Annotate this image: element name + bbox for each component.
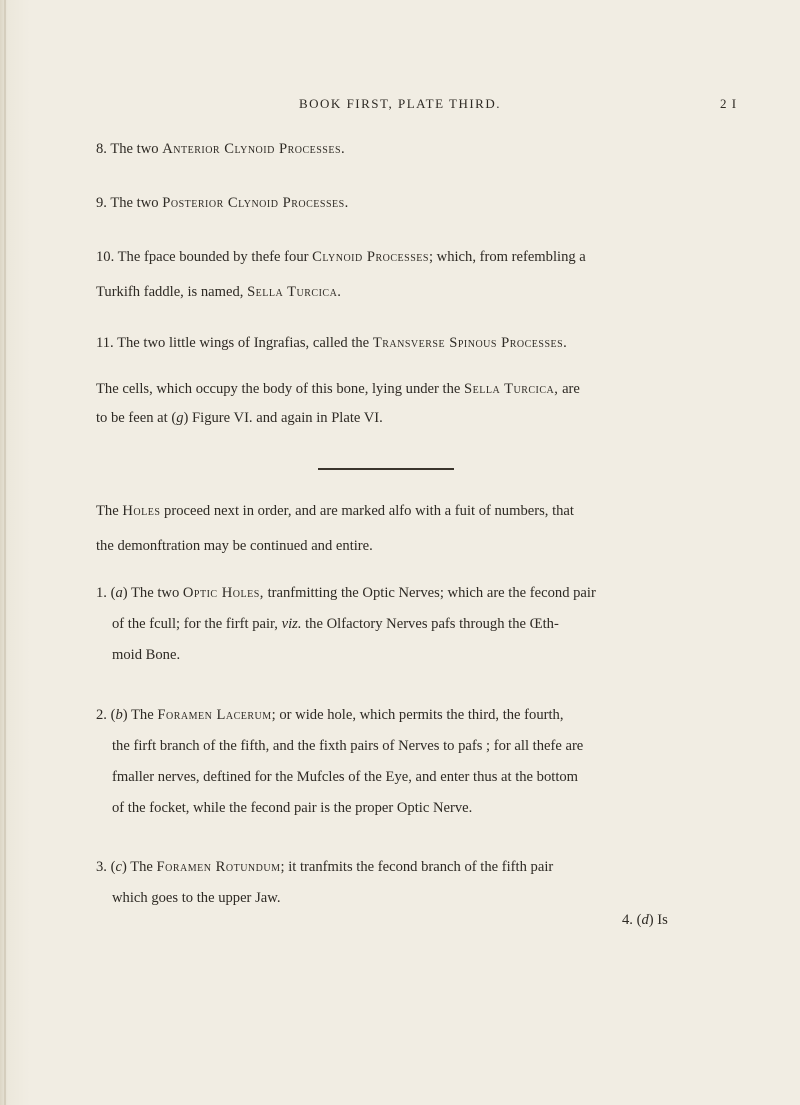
paragraph-text: proceed next in order, and are marked alfo with a fuit of numbers, that: [160, 503, 574, 519]
paragraph-text: to be feen at (: [96, 410, 177, 426]
item-text: ; it tranfmits the fecond branch of the fifth pair: [280, 859, 554, 875]
running-title: BOOK FIRST, PLATE THIRD.: [298, 96, 501, 111]
item-text: The two little wings of Ingrafias, called the: [117, 335, 373, 351]
text-line: [96, 793, 724, 824]
text-line: 3. (c) The Foramen Rotundum; it tranfmits the fecond branch of the fifth pair: [96, 859, 554, 875]
item-number: 2.: [96, 707, 107, 723]
section-divider: [318, 468, 454, 470]
item-text: Turkifh faddle, is named,: [96, 284, 248, 300]
text-line: [96, 403, 724, 434]
item-italic: viz.: [281, 616, 302, 632]
text-line: [96, 609, 724, 640]
item-text: The fpace bounded by thefe four: [117, 249, 313, 265]
text-line: [96, 531, 724, 562]
item-number: 10.: [96, 249, 115, 265]
paragraph-text: the demonftration may be continued and entire.: [96, 538, 373, 554]
list-item: [96, 852, 724, 914]
catchword: 4. (d) Is: [622, 912, 668, 928]
item-text: tranfmitting the Optic Nerves; which are the fecond pair: [263, 585, 596, 601]
item-term: Transverse Spinous Processes.: [372, 335, 568, 351]
text-line: 2. (b) The Foramen Lacerum; or wide hole, which permits the third, the fourth,: [96, 707, 564, 723]
item-text: of the focket, while the fecond pair is the proper Optic Nerve.: [112, 800, 473, 816]
text-line: [96, 277, 724, 308]
text-line: [96, 640, 724, 671]
list-item: [96, 134, 724, 165]
item-text: the firft branch of the fifth, and the fixth pairs of Nerves to pafs ; for all thefe are: [112, 738, 584, 754]
item-number: 11.: [96, 335, 114, 351]
item-letter: b: [115, 707, 123, 723]
paragraph-text: are: [558, 381, 580, 397]
catchword-number: 4.: [622, 912, 633, 928]
list-item: [96, 328, 724, 359]
item-number: 3.: [96, 859, 107, 875]
cells-paragraph: [96, 374, 724, 434]
text-line: [96, 883, 724, 914]
item-term: Foramen Lacerum: [157, 707, 272, 723]
paragraph-text: ) Figure VI. and again in Plate VI.: [183, 410, 383, 426]
item-text: ; which, from refembling a: [428, 249, 586, 265]
text-line: [96, 374, 724, 405]
item-text: of the fcull; for the firft pair,: [112, 616, 282, 632]
figure-letter: g: [176, 410, 184, 426]
item-text: ; or wide hole, which permits the third, the fourth,: [271, 707, 564, 723]
item-text: The two: [110, 141, 163, 157]
list-item: [96, 188, 724, 219]
paragraph-text: The: [96, 503, 123, 519]
holes-intro-paragraph: [96, 496, 724, 562]
page-edge: [4, 0, 6, 1105]
item-number: 1.: [96, 585, 107, 601]
item-term: Anterior Clynoid Processes.: [162, 141, 346, 157]
item-term: Sella Turcica.: [247, 284, 342, 300]
text-line: [96, 731, 724, 762]
item-text: which goes to the upper Jaw.: [112, 890, 281, 906]
text-line: [96, 762, 724, 793]
item-term: Posterior Clynoid Processes.: [162, 195, 349, 211]
text-line: [96, 496, 724, 527]
paragraph-text: The cells, which occupy the body of this bone, lying under the: [96, 381, 465, 397]
item-text: The two: [110, 195, 163, 211]
catchword-letter: d: [641, 912, 649, 928]
paragraph-term: Holes: [122, 503, 161, 519]
catchword-word: Is: [657, 912, 668, 928]
list-item: [96, 242, 724, 308]
item-number: 8.: [96, 141, 107, 157]
list-item: [96, 700, 724, 824]
item-term: Optic Holes,: [182, 585, 264, 601]
page-number: 2 I: [720, 96, 738, 111]
item-text: moid Bone.: [112, 647, 181, 663]
item-letter: c: [115, 859, 122, 875]
item-term: Clynoid Processes: [312, 249, 429, 265]
item-number: 9.: [96, 195, 107, 211]
text-line: [96, 242, 724, 273]
paragraph-term: Sella Turcica,: [464, 381, 559, 397]
text-line: 1. (a) The two Optic Holes, tranfmitting the Optic Nerves; which are the fecond pair: [96, 585, 596, 601]
item-letter: a: [115, 585, 123, 601]
item-text: fmaller nerves, deftined for the Mufcles of the Eye, and enter thus at the bottom: [112, 769, 579, 785]
item-text: the Olfactory Nerves pafs through the Œth-: [301, 616, 559, 632]
list-item: [96, 578, 724, 671]
item-term: Foramen Rotundum: [156, 859, 281, 875]
running-header: [0, 96, 800, 116]
